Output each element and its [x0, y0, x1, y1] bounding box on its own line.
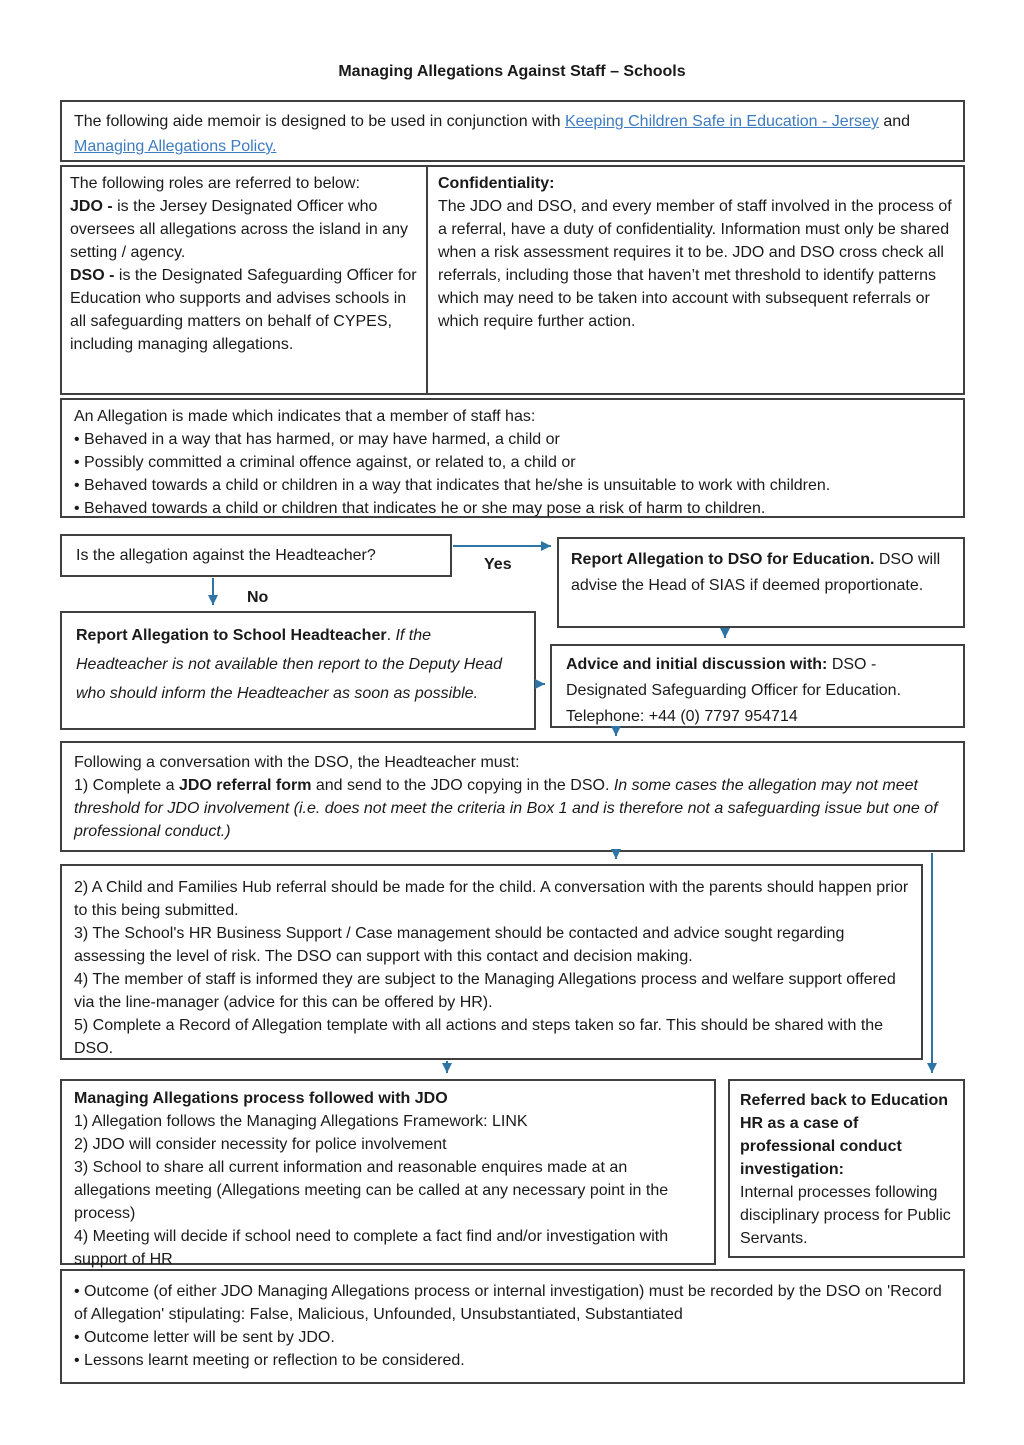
text-segment: Referred back to Education HR as a case of professional conduct investigation: [740, 1092, 949, 1178]
text-segment: An Allegation is made which indicates that a member of staff has: [74, 408, 536, 425]
text-segment: Internal processes following disciplinary process for Public Servants. [740, 1184, 951, 1247]
text-segment: 2) JDO will consider necessity for police involvement [74, 1136, 447, 1153]
text-segment: • Outcome (of either JDO Managing Allegations process or internal investigation) must be recorded by the DSO on 'Record of Allegation' stipulating: False, Malicious, Unfounded, Unsubstantiated, Substantiated [74, 1283, 942, 1323]
text-segment: The following aide memoir is designed to be used in conjunction with [74, 113, 565, 130]
text-segment: DSO will advise the Head of SIAS if deemed proportionate. [571, 551, 941, 594]
text-segment: 5) Complete a Record of Allegation template with all actions and steps taken so far. This should be shared with the DSO. [74, 1017, 884, 1057]
text-segment: • Behaved in a way that has harmed, or may have harmed, a child or [74, 431, 560, 448]
outcome-box [60, 1269, 965, 1384]
paragraph [74, 451, 951, 474]
text-segment: JDO referral form [178, 777, 312, 794]
intro-box [60, 100, 965, 162]
text-segment: 4) Meeting will decide if school need to complete a fact find and/or investigation with support of HR [74, 1228, 669, 1268]
referred-to-hr-box [728, 1079, 965, 1258]
text-segment: Report Allegation to DSO for Education. [571, 551, 875, 568]
paragraph [571, 547, 951, 599]
text-segment: 2) A Child and Families Hub referral should be made for the child. A conversation with the parents should happen prior to this being submitted. [74, 879, 909, 919]
paragraph [74, 1349, 951, 1372]
paragraph [74, 497, 951, 520]
paragraph [438, 172, 953, 195]
report-to-headteacher-box [60, 611, 536, 730]
text-segment: DSO - [70, 267, 119, 284]
text-segment: The JDO and DSO, and every member of staff involved in the process of a referral, have a duty of confidentiality. Information must only be shared when a risk assessment requires it to be. JDO and DSO cross check all referrals, including those that haven’t met threshold to identify patterns which may need to be taken into account with subsequent referrals or which require further action. [438, 198, 952, 330]
text-segment: DSO - Designated Safeguarding Officer for Education. Telephone: +44 (0) 7797 954714 [566, 656, 902, 725]
text-segment: Advice and initial discussion with: [566, 656, 828, 673]
text-segment: • Outcome letter will be sent by JDO. [74, 1329, 335, 1346]
paragraph [74, 774, 951, 843]
text-segment: Is the allegation against the Headteacher? [76, 547, 376, 564]
text-segment: is the Designated Safeguarding Officer for Education who supports and advises schools in all safeguarding matters on behalf of CYPES, including managing allegations. [70, 267, 417, 353]
hyperlink[interactable]: Keeping Children Safe in Education - Jersey [564, 113, 879, 130]
paragraph [740, 1089, 953, 1181]
text-segment: 3) The School's HR Business Support / Case management should be contacted and advice sought regarding assessing the level of risk. The DSO can support with this contact and decision making. [74, 925, 845, 965]
confidentiality-cell [428, 167, 963, 393]
paragraph [74, 428, 951, 451]
text-segment: . [386, 627, 396, 644]
text-segment: • Possibly committed a criminal offence against, or related to, a child or [74, 454, 576, 471]
paragraph [70, 195, 418, 264]
jdo-process-box [60, 1079, 716, 1268]
paragraph [74, 1326, 951, 1349]
text-segment: and send to the JDO copying in the DSO. [311, 777, 614, 794]
text-segment: Report Allegation to School Headteacher [76, 627, 387, 644]
text-segment: Following a conversation with the DSO, the Headteacher must: [74, 754, 520, 771]
paragraph [438, 195, 953, 333]
paragraph [74, 1156, 702, 1225]
text-segment: Managing Allegations process followed with JDO [74, 1090, 448, 1107]
advice-discussion-box [550, 644, 965, 728]
text-segment: • Lessons learnt meeting or reflection to be considered. [74, 1352, 465, 1369]
paragraph [566, 652, 951, 730]
text-segment: JDO - [70, 198, 118, 215]
paragraph [74, 1133, 702, 1156]
no-branch-label: No [247, 589, 269, 606]
text-segment: is the Jersey Designated Officer who oversees all allegations across the island in any setting / agency. [70, 198, 408, 261]
text-segment: 4) The member of staff is informed they are subject to the Managing Allegations process and welfare support offered via the line-manager (advice for this can be offered by HR). [74, 971, 896, 1011]
paragraph [76, 621, 522, 708]
text-segment: 3) School to share all current information and reasonable enquires made at an allegations meeting (Allegations meeting can be called at any necessary point in the process) [74, 1159, 669, 1222]
text-segment: • Behaved towards a child or children that indicates he or she may pose a risk of harm to children. [74, 500, 766, 517]
paragraph [74, 1087, 702, 1110]
text-segment: In some cases the allegation may not meet threshold for JDO involvement (i.e. does not meet the criteria in Box 1 and is therefore not a safeguarding issue but one of professional conduct.) [74, 777, 938, 840]
page-title: Managing Allegations Against Staff – Schools [338, 63, 686, 80]
paragraph [740, 1181, 953, 1250]
text-segment: The following roles are referred to below: [70, 175, 360, 192]
paragraph [76, 544, 376, 567]
paragraph [74, 474, 951, 497]
paragraph [74, 1014, 909, 1060]
text-segment: 1) Allegation follows the Managing Allegations Framework: LINK [74, 1113, 528, 1130]
following-conversation-box [60, 741, 965, 852]
paragraph [70, 172, 418, 195]
decision-box-headteacher [60, 534, 452, 577]
paragraph [70, 264, 418, 356]
paragraph [74, 968, 909, 1014]
text-segment: Confidentiality: [438, 175, 555, 192]
text-segment: 1) Complete a [74, 777, 179, 794]
roles-confidentiality-table [60, 165, 965, 395]
paragraph [74, 405, 951, 428]
paragraph [74, 751, 951, 774]
text-segment: and [878, 113, 911, 130]
paragraph [74, 1110, 702, 1133]
allegation-definition-box [60, 398, 965, 518]
text-segment: If the Headteacher is not available then report to the Deputy Head who should inform the Headteacher as soon as possible. [76, 627, 503, 702]
paragraph [74, 1280, 951, 1326]
yes-branch-label: Yes [484, 556, 512, 573]
steps-2-to-5-box [60, 864, 923, 1060]
text-segment: • Behaved towards a child or children in a way that indicates that he/she is unsuitable to work with children. [74, 477, 831, 494]
paragraph [74, 109, 951, 159]
roles-cell [62, 167, 428, 393]
report-to-dso-box [557, 537, 965, 628]
paragraph [74, 922, 909, 968]
paragraph [74, 1225, 702, 1271]
hyperlink[interactable]: Managing Allegations Policy. [74, 138, 277, 155]
paragraph [74, 876, 909, 922]
